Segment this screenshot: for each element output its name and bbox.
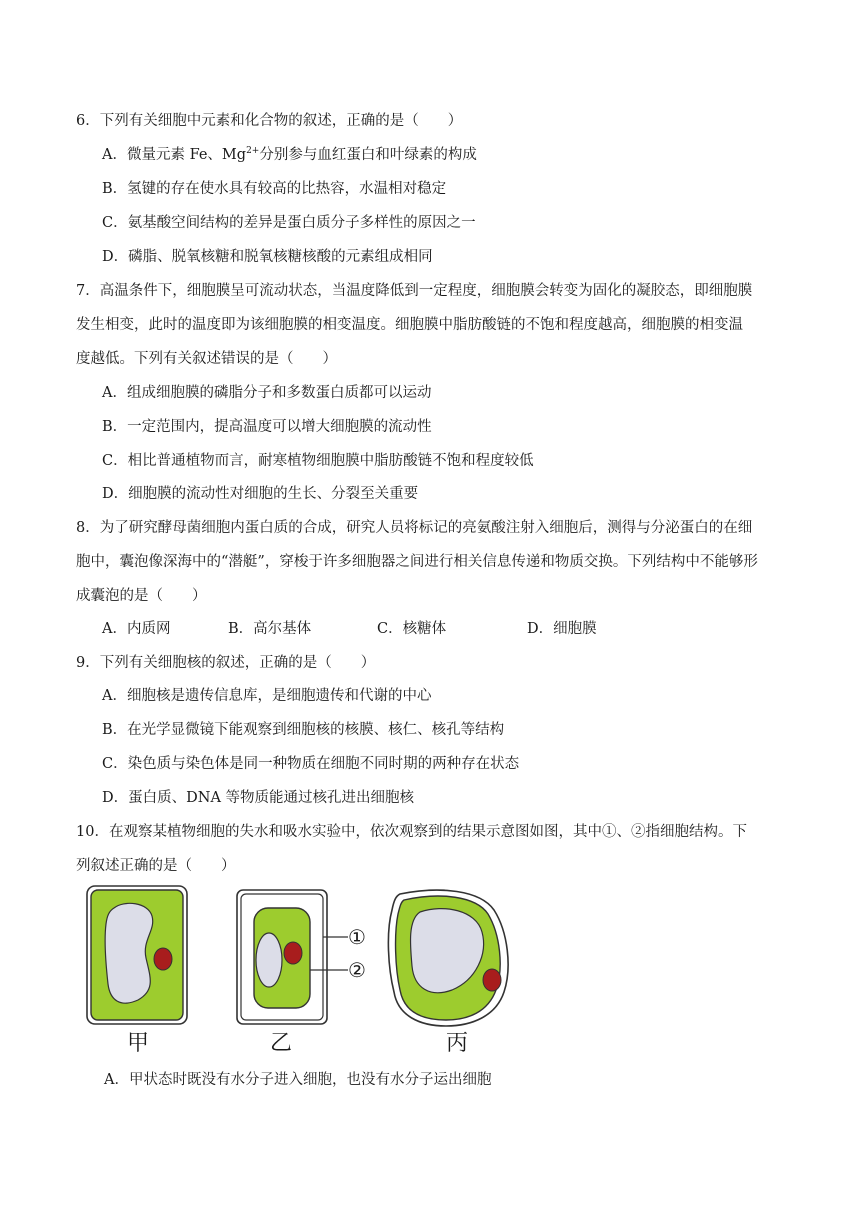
question-6-option-b: B．氢键的存在使水具有较高的比热容，水温相对稳定 [102, 181, 447, 197]
cell-yi [237, 890, 366, 1024]
question-7-option-a: A．组成细胞膜的磷脂分子和多数蛋白质都可以运动 [102, 385, 432, 401]
question-10-stem-line-2: 列叙述正确的是（ ） [76, 858, 236, 874]
question-8-stem-line-3: 成囊泡的是（ ） [76, 588, 207, 604]
question-9-option-c: C．染色质与染色体是同一种物质在细胞不同时期的两种存在状态 [102, 756, 520, 772]
question-6-stem: 6．下列有关细胞中元素和化合物的叙述，正确的是（ ） [76, 113, 463, 129]
question-8-option-a: A．内质网 [102, 621, 171, 637]
cell-jia-nucleus [154, 948, 172, 970]
question-7-option-b: B．一定范围内，提高温度可以增大细胞膜的流动性 [102, 419, 432, 435]
question-9-stem: 9．下列有关细胞核的叙述，正确的是（ ） [76, 655, 376, 671]
question-6-option-c: C．氨基酸空间结构的差异是蛋白质分子多样性的原因之一 [102, 215, 476, 231]
cell-bing [388, 890, 508, 1026]
option-a-text-tail: 分别参与血红蛋白和叶绿素的构成 [259, 147, 477, 163]
cell-jia [87, 886, 187, 1024]
question-6-option-a [102, 145, 477, 165]
figure-label-yi: 乙 [270, 1031, 293, 1056]
question-10-option-a: A．甲状态时既没有水分子进入细胞，也没有水分子运出细胞 [104, 1072, 492, 1088]
question-8-stem-line-2: 胞中，囊泡像深海中的“潜艇”，穿梭于许多细胞器之间进行相关信息传递和物质交换。下列结构中不能够形 [76, 554, 758, 570]
question-7-stem-line-3: 度越低。下列有关叙述错误的是（ ） [76, 351, 337, 367]
question-8-option-c: C．核糖体 [377, 621, 447, 637]
figure-label-jia: 甲 [127, 1031, 150, 1056]
marker-2: ② [348, 958, 366, 982]
cell-yi-vacuole [256, 933, 282, 987]
question-8-option-b: B．高尔基体 [228, 621, 312, 637]
question-7-option-d: D．细胞膜的流动性对细胞的生长、分裂至关重要 [102, 486, 419, 502]
question-9-option-a: A．细胞核是遗传信息库，是细胞遗传和代谢的中心 [102, 688, 432, 704]
question-6-option-d: D．磷脂、脱氧核糖和脱氧核糖核酸的元素组成相同 [102, 249, 433, 265]
question-8-option-d: D．细胞膜 [527, 621, 597, 637]
question-9-option-d: D．蛋白质、DNA 等物质能通过核孔进出细胞核 [102, 790, 415, 806]
marker-1: ① [348, 925, 366, 949]
option-a-superscript: 2+ [246, 146, 260, 156]
question-7-stem-line-1: 7．高温条件下，细胞膜呈可流动状态，当温度降低到一定程度，细胞膜会转变为固化的凝胶态，即细胞膜 [76, 283, 753, 299]
question-9-option-b: B．在光学显微镜下能观察到细胞核的核膜、核仁、核孔等结构 [102, 722, 505, 738]
cell-bing-nucleus [483, 969, 501, 991]
option-a-text: A．微量元素 Fe、Mg [102, 147, 247, 163]
cell-yi-nucleus [284, 942, 302, 964]
question-10-stem-line-1: 10．在观察某植物细胞的失水和吸水实验中，依次观察到的结果示意图如图，其中①、②指细胞结构。下 [76, 824, 747, 840]
question-7-stem-line-2: 发生相变，此时的温度即为该细胞膜的相变温度。细胞膜中脂肪酸链的不饱和程度越高，细胞膜的相变温 [76, 317, 743, 333]
question-7-option-c: C．相比普通植物而言，耐寒植物细胞膜中脂肪酸链不饱和程度较低 [102, 453, 534, 469]
question-8-stem-line-1: 8．为了研究酵母菌细胞内蛋白质的合成，研究人员将标记的亮氨酸注射入细胞后，测得与分泌蛋白的在细 [76, 520, 753, 536]
figure-label-bing: 丙 [446, 1031, 469, 1056]
cell-jia-vacuole [105, 903, 153, 1003]
